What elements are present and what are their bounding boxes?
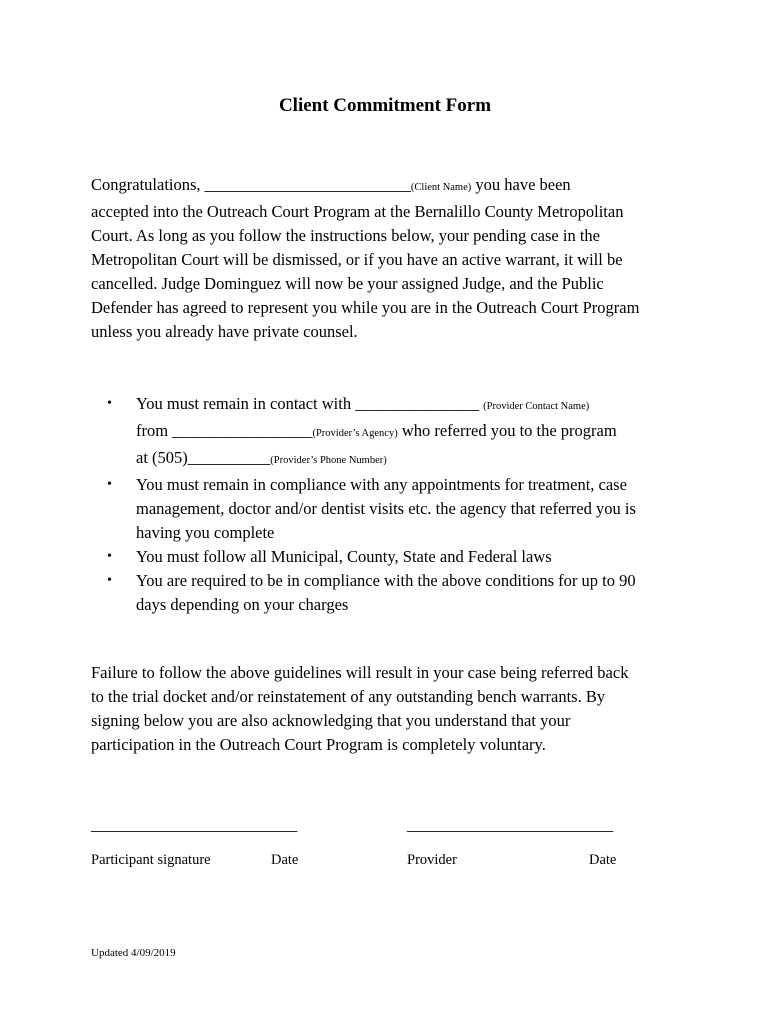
provider-phone-blank: at (505)__________ (136, 448, 271, 467)
intro-paragraph (91, 173, 691, 344)
participant-signature-line: _________________________ (91, 815, 298, 834)
provider-phone-hint: (Provider’s Phone Number) (270, 455, 387, 466)
intro-line-5: cancelled. Judge Dominguez will now be your assigned Judge, and the Public (91, 274, 604, 293)
provider-agency-hint: (Provider’s Agency) (312, 428, 398, 439)
provider-signature-line: _________________________ (407, 815, 614, 834)
list-item: • You must remain in contact with _______________ (Provider Contact Name) from _________________(Provider’s Agency) who referred you to the program at (505)__________(Provider’s Phone Number) (107, 394, 617, 467)
closing-paragraph: Failure to follow the above guidelines will result in your case being referred back to the trial docket and/or reinstatement of any outstanding bench warrants. By signing below you are also acknowledging that you understand that your participation in the Outreach Court Program is completely voluntary. (91, 663, 629, 754)
intro-line-7: unless you already have private counsel. (91, 322, 358, 341)
bullet-icon: • (107, 573, 112, 588)
updated-date-footer: Updated 4/09/2019 (91, 947, 176, 959)
intro-line-1: Congratulations, _________________________(Client Name) you have been (91, 175, 571, 194)
intro-line-2: accepted into the Outreach Court Program at the Bernalillo County Metropolitan (91, 202, 624, 221)
provider-contact-hint: (Provider Contact Name) (483, 401, 590, 412)
date-label-right: Date (589, 852, 617, 868)
bullet-icon: • (107, 549, 112, 564)
client-name-hint: (Client Name) (410, 182, 472, 193)
provider-agency-blank: from _________________ (136, 421, 313, 440)
list-item: • You must remain in compliance with any appointments for treatment, case management, doctor and/or dentist visits etc. the agency that referred you is having you complete (107, 475, 636, 542)
list-item: • You are required to be in compliance with the above conditions for up to 90 days depending on your charges (107, 571, 636, 614)
conditions-list (107, 392, 707, 617)
intro-line-6: Defender has agreed to represent you while you are in the Outreach Court Program (91, 298, 640, 317)
list-item: • You must follow all Municipal, County, State and Federal laws (107, 545, 707, 569)
client-name-blank: Congratulations, _________________________ (91, 175, 411, 194)
intro-line-4: Metropolitan Court will be dismissed, or if you have an active warrant, it will be (91, 250, 623, 269)
participant-signature-label: Participant signature (91, 852, 211, 868)
intro-line-3: Court. As long as you follow the instructions below, your pending case in the (91, 226, 600, 245)
bullet-icon: • (107, 477, 112, 492)
date-label-left: Date (271, 852, 299, 868)
provider-contact-blank: You must remain in contact with _______________ (136, 394, 484, 413)
bullet-icon: • (107, 396, 112, 411)
provider-label: Provider (407, 852, 457, 868)
form-title: Client Commitment Form (278, 95, 492, 116)
